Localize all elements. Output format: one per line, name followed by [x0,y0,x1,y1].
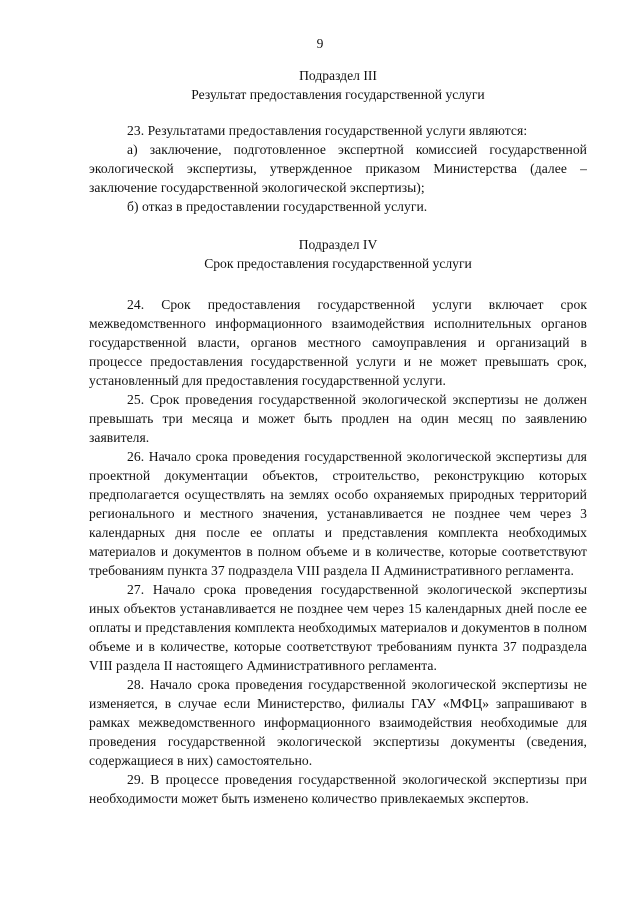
paragraph-24: 24. Срок предоставления государственной услуги включает срок межведомственного информационного взаимодействия исполнительных органов государственной власти, органов местного самоуправления и организаций в процессе предоставления государственной услуги и не может превышать срок, установленный для предоставления государственной услуги. [89,297,587,388]
paragraph-23b: б) отказ в предоставлении государственной услуги. [127,199,428,214]
section-subtitle: Подраздел III [299,68,377,83]
paragraph-23a: а) заключение, подготовленное экспертной комиссией государственной экологической экспертизы, утвержденное приказом Министерства (далее – заключение государственной экологической экспертизы); [89,142,587,195]
section-heading-4 [89,235,587,273]
section-title: Результат предоставления государственной услуги [191,87,485,102]
paragraph-29: 29. В процессе проведения государственной экологической экспертизы при необходимости может быть изменено количество привлекаемых экспертов. [89,772,587,806]
page-number: 9 [316,36,324,51]
section-subtitle: Подраздел IV [298,237,378,252]
paragraph-28: 28. Начало срока проведения государственной экологической экспертизы не изменяется, в случае если Министерство, филиалы ГАУ «МФЦ» запрашивают в рамках межведомственного информационного взаимодействия необходимые для проведения государственной экологической экспертизы документы (сведения, содержащиеся в них) самостоятельно. [89,677,587,768]
spacer [89,216,587,235]
spacer [89,273,587,295]
section-title: Срок предоставления государственной услуги [204,256,472,271]
paragraph-25: 25. Срок проведения государственной экологической экспертизы не должен превышать три месяца и может быть продлен на один месяц по заявлению заявителя. [89,392,587,445]
paragraph-27: 27. Начало срока проведения государственной экологической экспертизы иных объектов устанавливается не позднее чем через 15 календарных дней после ее оплаты и представления комплекта необходимых материалов и документов в полном объеме и в количестве, которые соответствуют требованиям пункта 37 подраздела VIII раздела II настоящего Административного регламента. [89,582,587,673]
paragraph-23: 23. Результатами предоставления государственной услуги являются: [127,123,528,138]
section-heading-3 [89,66,587,104]
spacer [89,104,587,121]
document-body [89,66,587,808]
paragraph-26: 26. Начало срока проведения государственной экологической экспертизы для проектной документации объектов, строительство, реконструкцию которых предполагается осуществлять на землях особо охраняемых природных территорий регионального и местного значения, устанавливается не позднее чем через 3 календарных дня после ее оплаты и представления комплекта необходимых материалов и документов в полном объеме и в количестве, которые соответствуют требованиям пункта 37 подраздела VIII раздела II Административного регламента. [89,449,587,578]
